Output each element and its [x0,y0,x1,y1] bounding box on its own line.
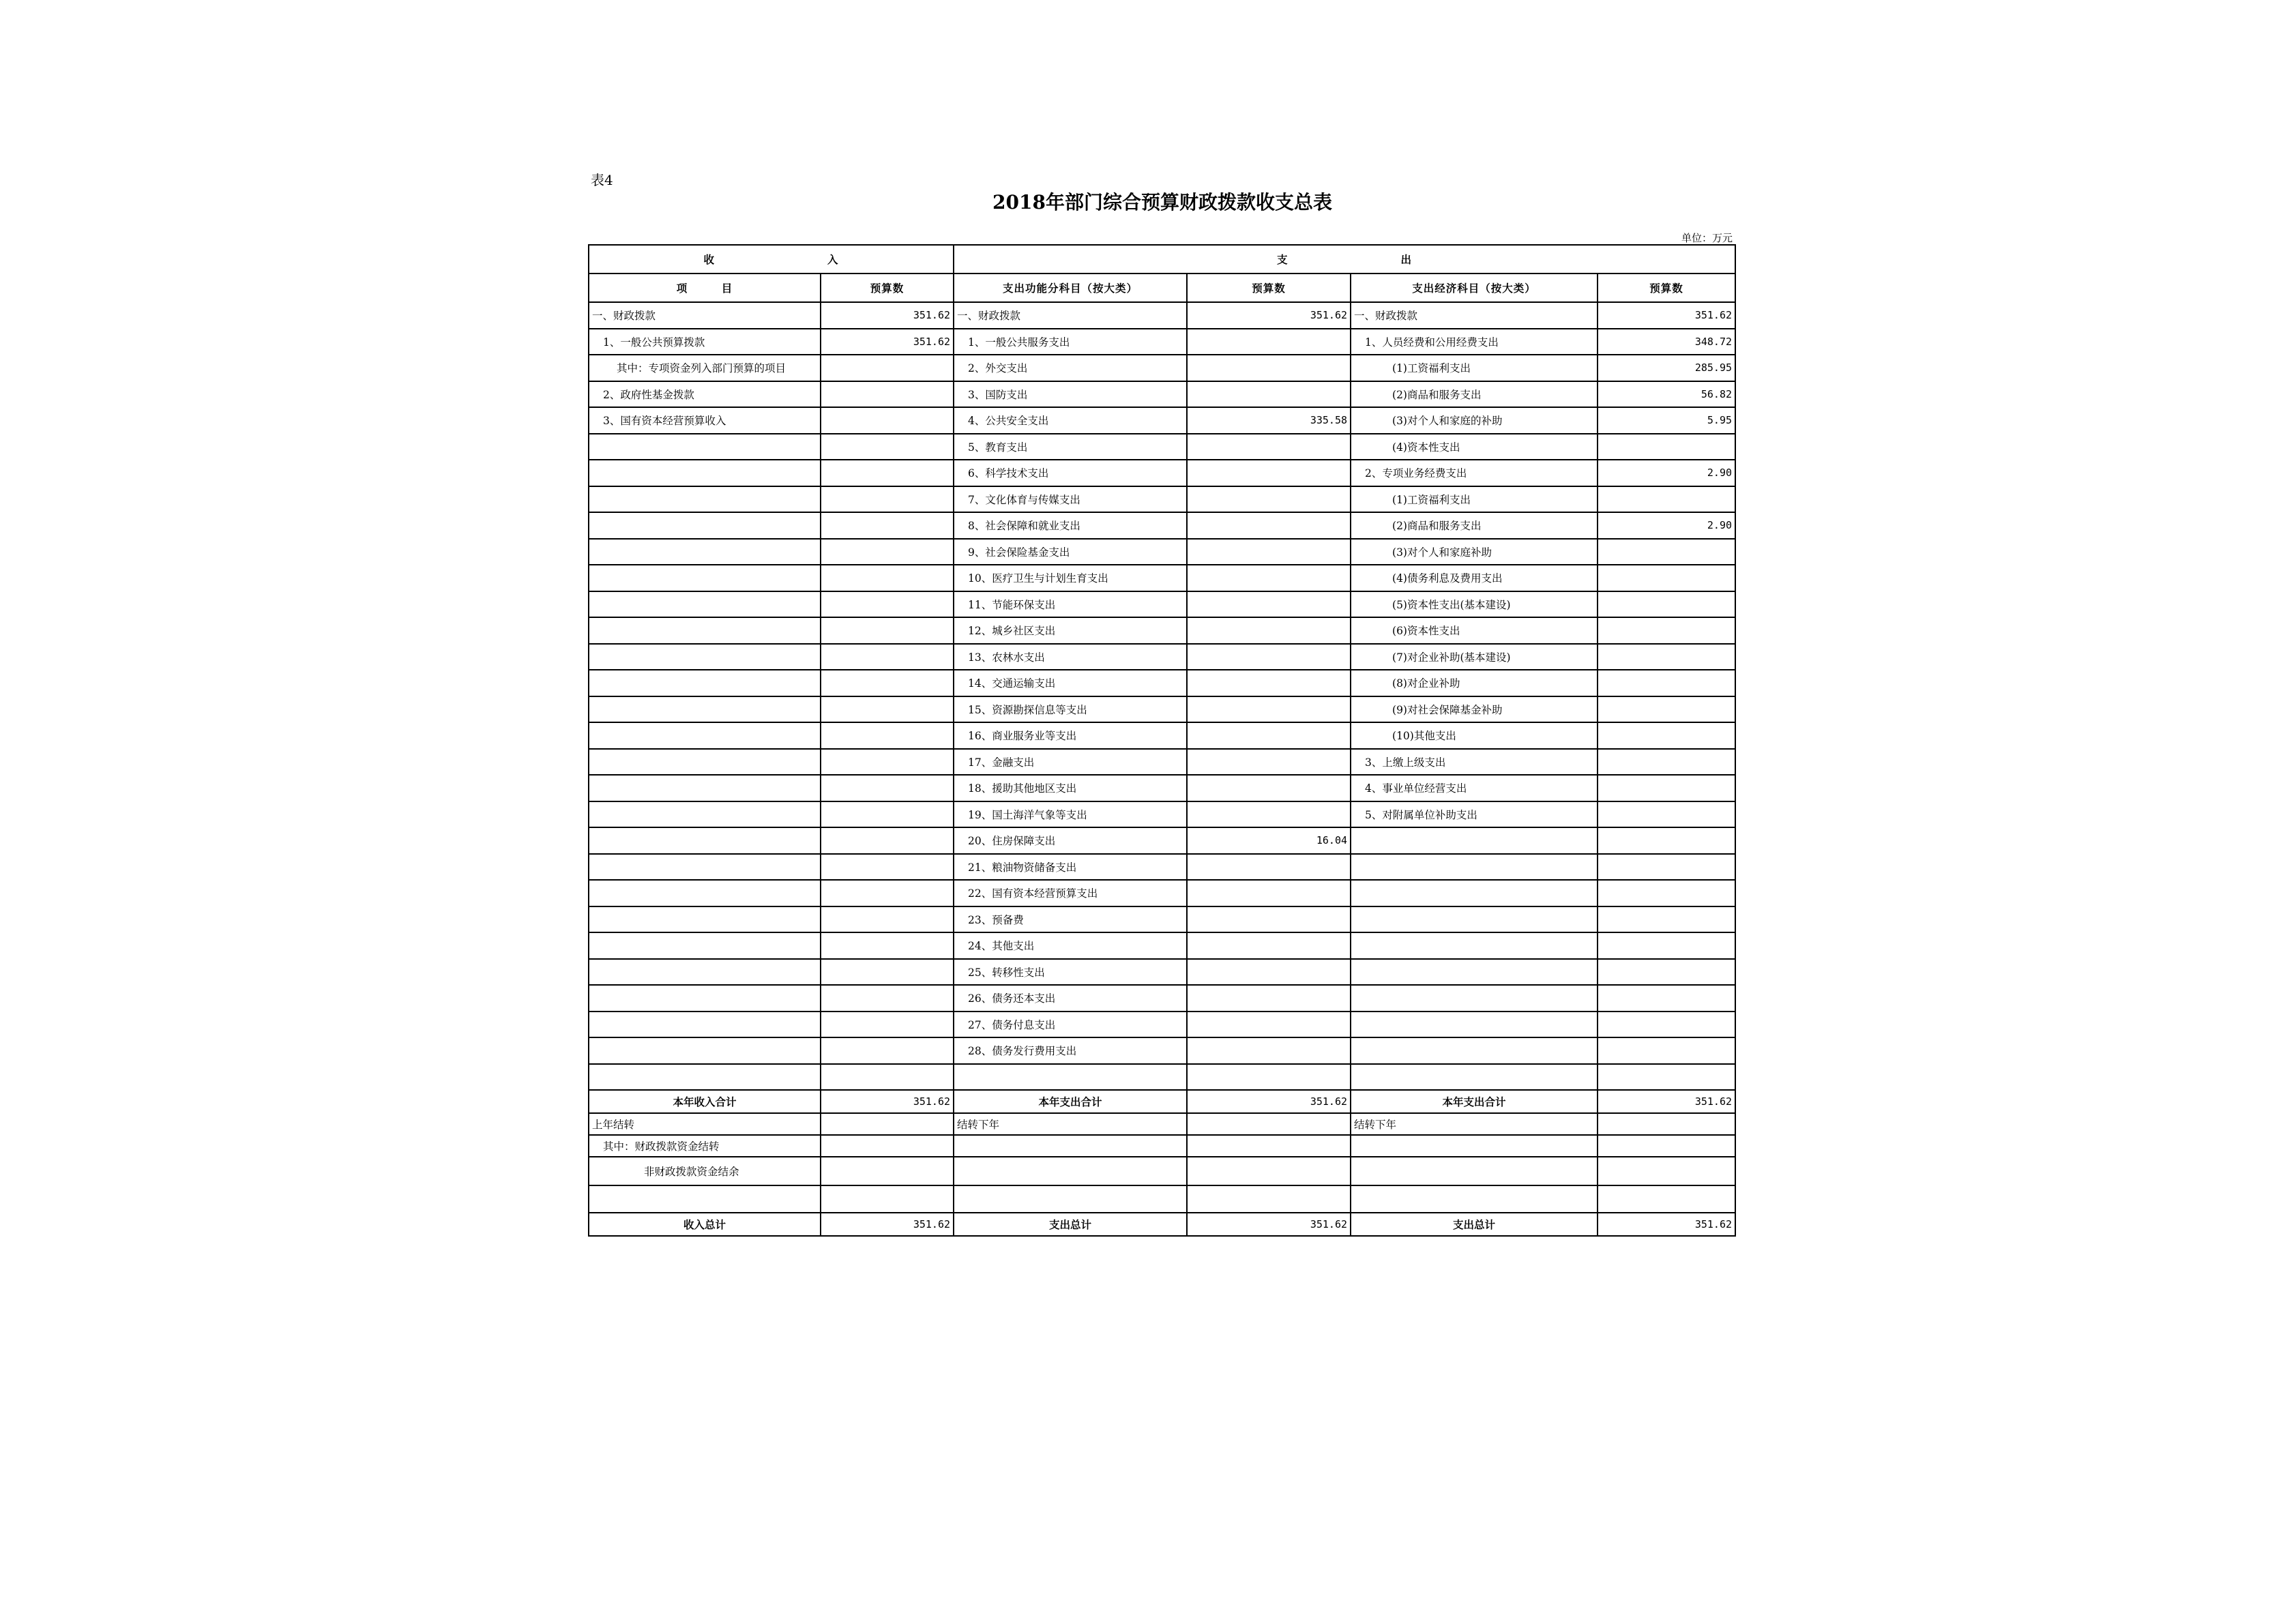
income-item-cell [589,591,821,618]
fiscal-carryover-row [589,1135,1735,1157]
table-row [589,906,1735,933]
income-budget-cell [821,932,954,959]
table-row [589,486,1735,513]
table-row [589,880,1735,906]
empty-cell [589,1185,821,1213]
income-item-cell [589,617,821,644]
econ-budget-cell [1598,434,1735,460]
grand-func-value: 351.62 [1187,1213,1351,1236]
econ-budget-cell [1598,644,1735,670]
func-item-cell: 15、资源勘探信息等支出 [954,696,1187,723]
econ-budget-cell [1598,486,1735,513]
grand-econ-value: 351.62 [1598,1213,1735,1236]
prior-carryover-label: 上年结转 [589,1113,821,1135]
income-budget-cell [821,827,954,854]
income-item-cell [589,644,821,670]
func-item-cell: 19、国土海洋气象等支出 [954,801,1187,828]
func-item-cell: 6、科学技术支出 [954,460,1187,486]
func-class-header: 支出功能分科目（按大类） [954,274,1187,302]
table-row [589,959,1735,986]
econ-budget-cell: 2.90 [1598,460,1735,486]
header-row-top [589,245,1735,274]
econ-budget-cell [1598,617,1735,644]
income-budget-cell [821,1037,954,1064]
econ-item-cell [1351,959,1598,986]
func-item-cell: 8、社会保障和就业支出 [954,512,1187,539]
func-budget-cell [1187,801,1351,828]
income-budget-cell [821,801,954,828]
func-item-cell: 9、社会保险基金支出 [954,539,1187,565]
econ-budget-cell [1598,749,1735,776]
func-item-cell: 20、住房保障支出 [954,827,1187,854]
empty-cell [1187,1157,1351,1185]
econ-budget-cell [1598,985,1735,1012]
unit-label: 单位：万元 [1681,232,1733,244]
func-budget-cell [1187,591,1351,618]
blank-row [589,1185,1735,1213]
econ-item-cell: (2)商品和服务支出 [1351,381,1598,408]
empty-cell [1187,1185,1351,1213]
income-budget-cell [821,407,954,434]
table-row [589,302,1735,329]
econ-budget-cell [1598,906,1735,933]
income-budget-header: 预算数 [821,274,954,302]
grand-income-value: 351.62 [821,1213,954,1236]
func-item-cell: 5、教育支出 [954,434,1187,460]
income-item-cell [589,512,821,539]
econ-item-cell [1351,827,1598,854]
econ-class-header: 支出经济科目（按大类） [1351,274,1598,302]
func-budget-cell [1187,880,1351,906]
income-item-cell [589,801,821,828]
income-total-label: 本年收入合计 [589,1090,821,1113]
prior-carryover-value [821,1113,954,1135]
func-budget-cell [1187,670,1351,696]
income-budget-cell [821,985,954,1012]
table-row [589,460,1735,486]
table-row [589,407,1735,434]
econ-item-cell: 4、事业单位经营支出 [1351,775,1598,801]
econ-budget-cell [1598,775,1735,801]
func-item-cell: 一、财政拨款 [954,302,1187,329]
econ-item-cell: (5)资本性支出(基本建设) [1351,591,1598,618]
carry-next-econ-label: 结转下年 [1351,1113,1598,1135]
income-budget-cell [821,512,954,539]
func-item-cell: 4、公共安全支出 [954,407,1187,434]
func-item-cell: 26、债务还本支出 [954,985,1187,1012]
econ-item-cell: (3)对个人和家庭补助 [1351,539,1598,565]
income-budget-cell [821,434,954,460]
income-budget-cell [821,696,954,723]
table-row [589,749,1735,776]
econ-item-cell: (4)债务利息及费用支出 [1351,565,1598,591]
econ-item-cell [1351,906,1598,933]
econ-item-cell: (8)对企业补助 [1351,670,1598,696]
income-budget-cell [821,381,954,408]
income-budget-cell [821,617,954,644]
func-budget-cell [1187,460,1351,486]
func-budget-cell [1187,932,1351,959]
table-row [589,539,1735,565]
econ-item-cell: (6)资本性支出 [1351,617,1598,644]
table-row [589,985,1735,1012]
income-budget-cell: 351.62 [821,302,954,329]
econ-budget-cell [1598,801,1735,828]
income-budget-cell [821,906,954,933]
func-item-cell: 17、金融支出 [954,749,1187,776]
econ-total-label: 本年支出合计 [1351,1090,1598,1113]
func-budget-cell [1187,1064,1351,1091]
econ-item-cell [1351,880,1598,906]
empty-cell [1598,1135,1735,1157]
empty-cell [1187,1135,1351,1157]
fiscal-carryover-label: 其中：财政拨款资金结转 [589,1135,821,1157]
econ-item-cell: 3、上缴上级支出 [1351,749,1598,776]
econ-budget-cell [1598,932,1735,959]
func-item-cell [954,1064,1187,1091]
func-budget-cell [1187,644,1351,670]
empty-cell [1351,1185,1598,1213]
func-item-cell: 16、商业服务业等支出 [954,722,1187,749]
func-item-cell: 13、农林水支出 [954,644,1187,670]
table-row [589,722,1735,749]
table-row [589,512,1735,539]
func-budget-cell [1187,434,1351,460]
func-budget-cell [1187,381,1351,408]
income-item-cell: 一、财政拨款 [589,302,821,329]
func-item-cell: 2、外交支出 [954,355,1187,381]
func-item-cell: 7、文化体育与传媒支出 [954,486,1187,513]
econ-budget-cell: 5.95 [1598,407,1735,434]
table-row [589,670,1735,696]
func-budget-cell [1187,906,1351,933]
empty-cell [1598,1185,1735,1213]
econ-budget-cell [1598,1037,1735,1064]
page-title: 2018年部门综合预算财政拨款收支总表 [992,191,1332,213]
income-item-cell [589,460,821,486]
econ-budget-cell [1598,696,1735,723]
econ-item-cell: 1、人员经费和公用经费支出 [1351,329,1598,355]
income-item-cell [589,722,821,749]
func-item-cell: 14、交通运输支出 [954,670,1187,696]
table-row [589,827,1735,854]
func-total-label: 本年支出合计 [954,1090,1187,1113]
table-row [589,644,1735,670]
income-item-cell [589,539,821,565]
income-item-cell [589,854,821,881]
income-item-cell [589,775,821,801]
non-fiscal-label: 非财政拨款资金结余 [589,1157,821,1185]
income-total-value: 351.62 [821,1090,954,1113]
econ-budget-cell: 348.72 [1598,329,1735,355]
func-item-cell: 25、转移性支出 [954,959,1187,986]
econ-budget-cell [1598,591,1735,618]
table-row [589,932,1735,959]
func-item-cell: 1、一般公共服务支出 [954,329,1187,355]
income-item-cell [589,565,821,591]
func-budget-cell [1187,486,1351,513]
carry-next-econ-value [1598,1113,1735,1135]
grand-func-label: 支出总计 [954,1213,1187,1236]
econ-budget-cell [1598,1064,1735,1091]
econ-budget-cell [1598,959,1735,986]
func-budget-cell [1187,539,1351,565]
income-item-cell [589,985,821,1012]
func-item-cell: 11、节能环保支出 [954,591,1187,618]
empty-cell [954,1135,1187,1157]
func-item-cell: 22、国有资本经营预算支出 [954,880,1187,906]
table-row [589,591,1735,618]
func-budget-cell [1187,1012,1351,1038]
income-budget-cell [821,775,954,801]
econ-budget-header: 预算数 [1598,274,1735,302]
econ-item-cell [1351,985,1598,1012]
econ-budget-cell [1598,565,1735,591]
func-item-cell: 21、粮油物资储备支出 [954,854,1187,881]
func-budget-cell [1187,512,1351,539]
income-budget-cell [821,670,954,696]
income-item-cell [589,670,821,696]
income-item-cell: 2、政府性基金拨款 [589,381,821,408]
table-row [589,381,1735,408]
func-budget-cell [1187,1037,1351,1064]
econ-item-cell: (1)工资福利支出 [1351,486,1598,513]
income-budget-cell [821,722,954,749]
func-item-cell: 27、债务付息支出 [954,1012,1187,1038]
table-row [589,329,1735,355]
econ-budget-cell [1598,827,1735,854]
income-header: 收 入 [589,245,954,274]
econ-item-cell: 一、财政拨款 [1351,302,1598,329]
income-item-cell [589,1064,821,1091]
income-item-cell: 3、国有资本经营预算收入 [589,407,821,434]
func-budget-cell: 16.04 [1187,827,1351,854]
income-budget-cell [821,959,954,986]
income-item-cell [589,906,821,933]
econ-item-cell: 2、专项业务经费支出 [1351,460,1598,486]
econ-budget-cell: 2.90 [1598,512,1735,539]
empty-cell [821,1185,954,1213]
income-budget-cell [821,1064,954,1091]
income-item-cell [589,1012,821,1038]
econ-budget-cell [1598,854,1735,881]
income-item-cell [589,959,821,986]
econ-item-cell: 5、对附属单位补助支出 [1351,801,1598,828]
income-item-cell [589,932,821,959]
carry-next-func-value [1187,1113,1351,1135]
item-header: 项 目 [589,274,821,302]
func-item-cell: 18、援助其他地区支出 [954,775,1187,801]
econ-budget-cell [1598,670,1735,696]
func-budget-cell [1187,696,1351,723]
econ-item-cell [1351,854,1598,881]
income-item-cell: 其中：专项资金列入部门预算的项目 [589,355,821,381]
func-budget-cell [1187,749,1351,776]
grand-econ-label: 支出总计 [1351,1213,1598,1236]
income-item-cell [589,749,821,776]
func-item-cell: 28、债务发行费用支出 [954,1037,1187,1064]
econ-item-cell: (9)对社会保障基金补助 [1351,696,1598,723]
func-budget-cell [1187,329,1351,355]
func-budget-cell: 335.58 [1187,407,1351,434]
income-budget-cell [821,460,954,486]
func-budget-cell [1187,959,1351,986]
income-item-cell [589,486,821,513]
table-row [589,1037,1735,1064]
func-budget-cell [1187,985,1351,1012]
econ-budget-cell: 56.82 [1598,381,1735,408]
empty-cell [821,1135,954,1157]
econ-budget-cell [1598,880,1735,906]
annual-total-row [589,1090,1735,1113]
table-number-label: 表4 [591,172,613,188]
grand-income-label: 收入总计 [589,1213,821,1236]
income-budget-cell [821,749,954,776]
income-budget-cell [821,565,954,591]
carryover-row [589,1113,1735,1135]
budget-summary-table [588,244,1736,1237]
table-row [589,854,1735,881]
empty-cell [1351,1157,1598,1185]
header-row-columns [589,274,1735,302]
table-row [589,696,1735,723]
econ-total-value: 351.62 [1598,1090,1735,1113]
table-row [589,1012,1735,1038]
expense-header: 支 出 [954,245,1735,274]
func-budget-header: 预算数 [1187,274,1351,302]
econ-item-cell: (4)资本性支出 [1351,434,1598,460]
func-budget-cell [1187,722,1351,749]
econ-item-cell: (3)对个人和家庭的补助 [1351,407,1598,434]
income-budget-cell [821,644,954,670]
func-total-value: 351.62 [1187,1090,1351,1113]
empty-cell [954,1185,1187,1213]
table-row [589,434,1735,460]
income-budget-cell [821,880,954,906]
econ-budget-cell [1598,539,1735,565]
empty-cell [954,1157,1187,1185]
carry-next-func-label: 结转下年 [954,1113,1187,1135]
func-budget-cell [1187,355,1351,381]
grand-total-row [589,1213,1735,1236]
income-budget-cell [821,486,954,513]
income-item-cell [589,434,821,460]
empty-cell [1598,1157,1735,1185]
econ-budget-cell [1598,722,1735,749]
income-item-cell [589,880,821,906]
income-item-cell [589,827,821,854]
table-row [589,355,1735,381]
econ-budget-cell: 351.62 [1598,302,1735,329]
empty-cell [821,1157,954,1185]
income-item-cell [589,696,821,723]
table-row [589,801,1735,828]
func-budget-cell [1187,565,1351,591]
income-budget-cell: 351.62 [821,329,954,355]
econ-item-cell: (10)其他支出 [1351,722,1598,749]
func-item-cell: 10、医疗卫生与计划生育支出 [954,565,1187,591]
table-row [589,565,1735,591]
econ-item-cell [1351,1064,1598,1091]
table-row [589,1064,1735,1091]
func-item-cell: 23、预备费 [954,906,1187,933]
table-row [589,617,1735,644]
income-budget-cell [821,591,954,618]
empty-cell [1351,1135,1598,1157]
econ-item-cell: (1)工资福利支出 [1351,355,1598,381]
func-item-cell: 24、其他支出 [954,932,1187,959]
func-budget-cell [1187,775,1351,801]
econ-budget-cell [1598,1012,1735,1038]
econ-item-cell: (2)商品和服务支出 [1351,512,1598,539]
income-budget-cell [821,1012,954,1038]
econ-budget-cell: 285.95 [1598,355,1735,381]
econ-item-cell [1351,1012,1598,1038]
func-budget-cell [1187,617,1351,644]
func-item-cell: 12、城乡社区支出 [954,617,1187,644]
income-item-cell [589,1037,821,1064]
econ-item-cell [1351,932,1598,959]
table-row [589,775,1735,801]
econ-item-cell [1351,1037,1598,1064]
func-budget-cell [1187,854,1351,881]
income-budget-cell [821,355,954,381]
non-fiscal-row [589,1157,1735,1185]
income-item-cell: 1、一般公共预算拨款 [589,329,821,355]
income-budget-cell [821,539,954,565]
econ-item-cell: (7)对企业补助(基本建设) [1351,644,1598,670]
func-budget-cell: 351.62 [1187,302,1351,329]
func-item-cell: 3、国防支出 [954,381,1187,408]
income-budget-cell [821,854,954,881]
